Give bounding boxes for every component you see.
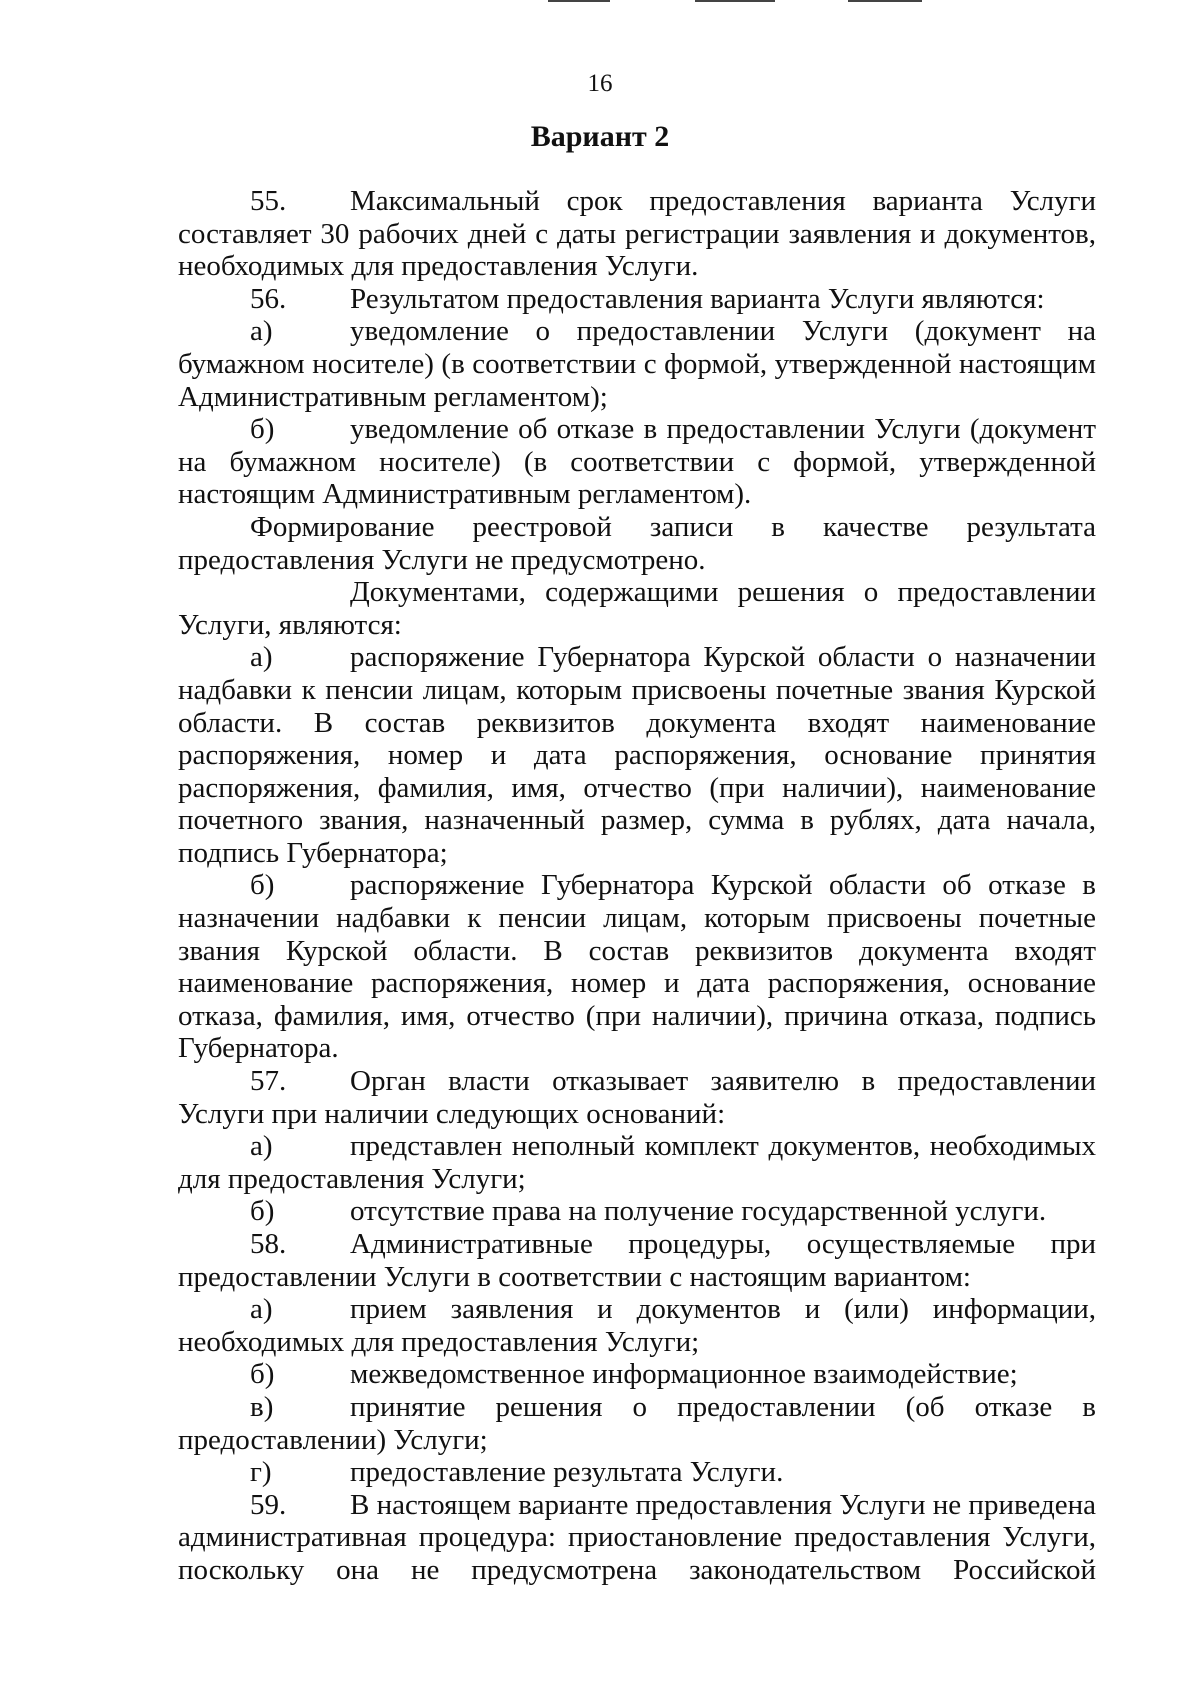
paragraph-registry-note bbox=[178, 511, 1096, 576]
paragraph-text: Документами, содержащими решения о предоставлении Услуги, являются: bbox=[178, 576, 1096, 641]
section-title: Вариант 2 bbox=[530, 120, 670, 153]
list-item-58c bbox=[178, 1391, 1096, 1456]
paragraph-text: В настоящем варианте предоставления Услуги не приведена административная процедура: приостановление предоставления Услуги, поскольку она не предусмотрена законодательством Российской bbox=[178, 1488, 1096, 1586]
list-item-58a bbox=[178, 1293, 1096, 1358]
list-item-text: предоставление результата Услуги. bbox=[350, 1456, 784, 1489]
paragraph-marker: 56. bbox=[250, 282, 287, 315]
list-marker: а) bbox=[250, 1293, 273, 1326]
list-marker: г) bbox=[250, 1456, 272, 1489]
list-marker: б) bbox=[250, 413, 275, 446]
list-item-56a bbox=[178, 315, 1096, 413]
paragraph-55 bbox=[178, 185, 1096, 283]
list-item-text: представлен неполный комплект документов, необходимых для предоставления Услуги; bbox=[178, 1130, 1096, 1195]
list-item-56b bbox=[178, 413, 1096, 511]
list-item-text: распоряжение Губернатора Курской области об отказе в назначении надбавки к пенсии лицам, которым присвоены почетные звания Курской области. В состав реквизитов документа входят наименование распоряжения, номер и дата распоряжения, основание отказа, фамилия, имя, отчество (при наличии), причина отказа, подпись Губернатора. bbox=[178, 869, 1096, 1065]
list-item-text: межведомственное информационное взаимодействие; bbox=[350, 1358, 1018, 1391]
list-marker: а) bbox=[250, 641, 273, 674]
paragraph-56 bbox=[178, 283, 1096, 316]
list-item-57b bbox=[178, 1195, 1096, 1228]
list-item-text: прием заявления и документов и (или) информации, необходимых для предоставления Услуги; bbox=[178, 1293, 1096, 1358]
list-item-58b bbox=[178, 1358, 1096, 1391]
paragraph-decision-documents bbox=[178, 576, 1096, 641]
list-marker: а) bbox=[250, 315, 273, 348]
list-marker: б) bbox=[250, 1195, 275, 1228]
paragraph-59 bbox=[178, 1489, 1096, 1587]
paragraph-text: Формирование реестровой записи в качестве результата предоставления Услуги не предусмотрено. bbox=[178, 510, 1096, 576]
list-item-text: распоряжение Губернатора Курской области о назначении надбавки к пенсии лицам, которым присвоены почетные звания Курской области. В состав реквизитов документа входят наименование распоряжения, номер и дата распоряжения, основание принятия распоряжения, фамилия, имя, отчество (при наличии), наименование почетного звания, назначенный размер, сумма в рублях, дата начала, подпись Губернатора; bbox=[178, 641, 1096, 869]
list-marker: б) bbox=[250, 869, 275, 902]
paragraph-text: Административные процедуры, осуществляемые при предоставлении Услуги в соответствии с настоящим вариантом: bbox=[178, 1228, 1096, 1293]
paragraph-marker: 59. bbox=[250, 1488, 287, 1521]
paragraph-marker: 55. bbox=[250, 185, 287, 217]
list-item-57a bbox=[178, 1130, 1096, 1195]
list-item-text: уведомление об отказе в предоставлении Услуги (документ на бумажном носителе) (в соответствии с формой, утвержденной настоящим Административным регламентом). bbox=[178, 413, 1096, 511]
list-item-text: уведомление о предоставлении Услуги (документ на бумажном носителе) (в соответствии с формой, утвержденной настоящим Административным регламентом); bbox=[178, 315, 1096, 413]
paragraph-57 bbox=[178, 1065, 1096, 1130]
list-marker: в) bbox=[250, 1390, 274, 1423]
document-body bbox=[178, 185, 1096, 1587]
list-item-decision-b bbox=[178, 869, 1096, 1065]
paragraph-text: Орган власти отказывает заявителю в предоставлении Услуги при наличии следующих оснований: bbox=[178, 1065, 1096, 1130]
top-edge-mark bbox=[848, 0, 922, 2]
list-item-58d bbox=[178, 1456, 1096, 1489]
paragraph-text: Максимальный срок предоставления варианта Услуги составляет 30 рабочих дней с даты регистрации заявления и документов, необходимых для предоставления Услуги. bbox=[178, 185, 1096, 283]
list-item-text: отсутствие права на получение государственной услуги. bbox=[350, 1195, 1047, 1228]
paragraph-marker: 57. bbox=[250, 1065, 287, 1098]
list-marker: б) bbox=[250, 1358, 275, 1391]
paragraph-text: Результатом предоставления варианта Услуги являются: bbox=[350, 282, 1045, 315]
paragraph-58 bbox=[178, 1228, 1096, 1293]
list-item-text: принятие решения о предоставлении (об отказе в предоставлении) Услуги; bbox=[178, 1390, 1096, 1456]
page-number: 16 bbox=[587, 70, 613, 97]
top-edge-mark bbox=[548, 0, 610, 2]
list-marker: а) bbox=[250, 1130, 273, 1163]
top-edge-mark bbox=[695, 0, 775, 2]
paragraph-marker: 58. bbox=[250, 1228, 287, 1260]
list-item-decision-a bbox=[178, 641, 1096, 869]
